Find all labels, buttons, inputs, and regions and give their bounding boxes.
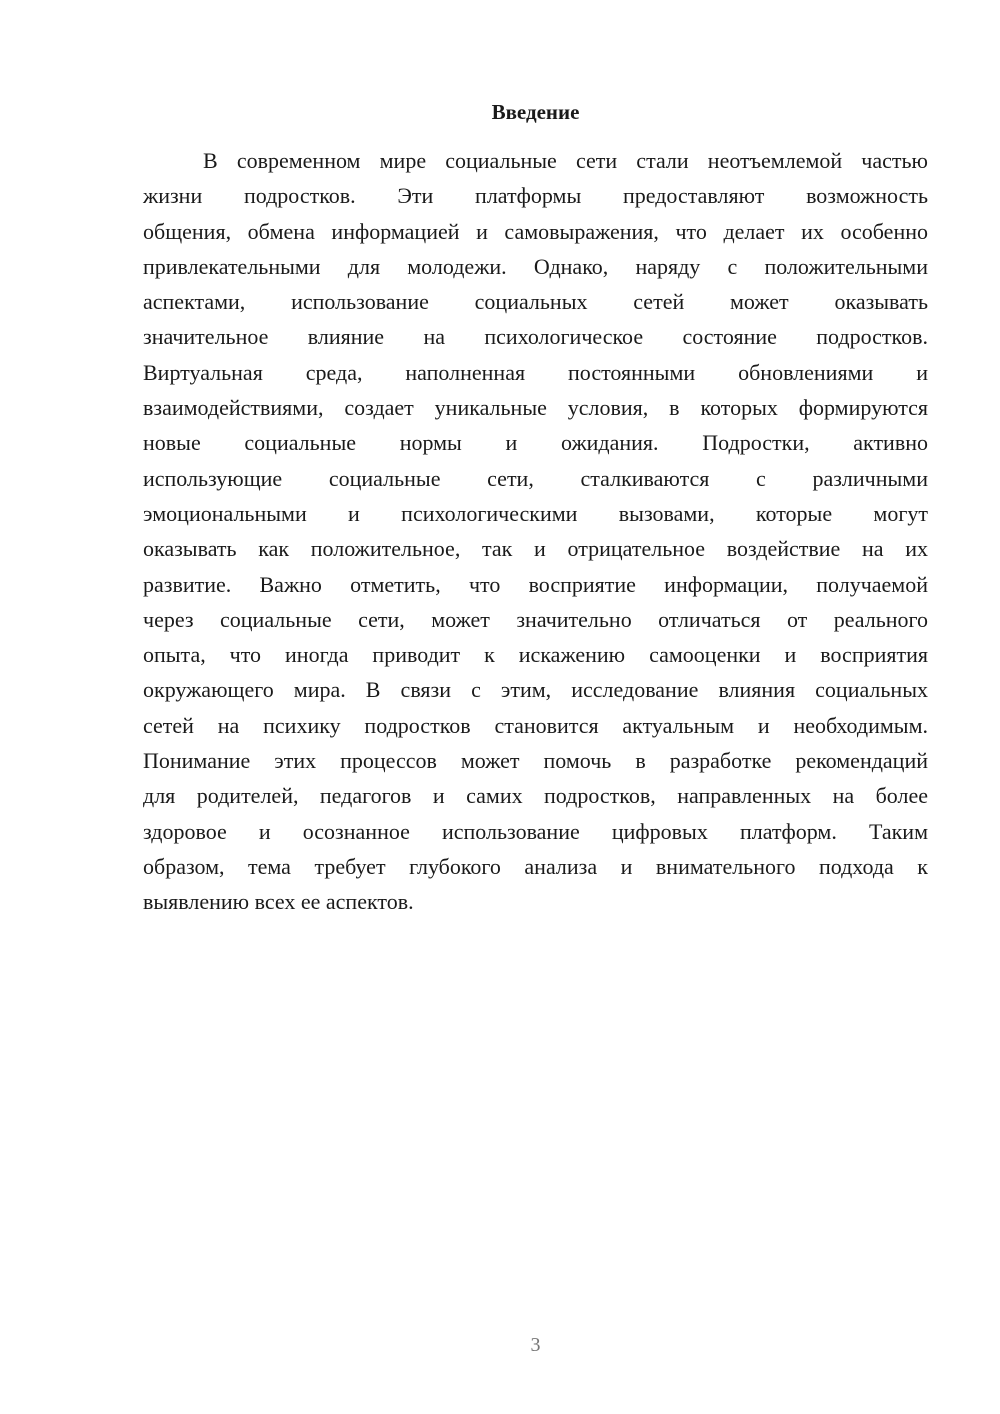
paragraph-line: через социальные сети, может значительно отличаться от реального (143, 606, 928, 632)
paragraph-line: опыта, что иногда приводит к искажению самооценки и восприятия (143, 642, 928, 668)
paragraph-line: Виртуальная среда, наполненная постоянными обновлениями и (143, 359, 928, 385)
paragraph-line: новые социальные нормы и ожидания. Подростки, активно (143, 430, 928, 456)
paragraph-line: оказывать как положительное, так и отрицательное воздействие на их (143, 536, 928, 562)
paragraph-line: для родителей, педагогов и самих подростков, направленных на более (143, 783, 928, 809)
paragraph-line: Понимание этих процессов может помочь в разработке рекомендаций (143, 748, 928, 774)
intro-paragraph (143, 143, 928, 920)
paragraph-line: общения, обмена информацией и самовыражения, что делает их особенно (143, 218, 928, 244)
paragraph-line: эмоциональными и психологическими вызовами, которые могут (143, 500, 928, 526)
paragraph-line: жизни подростков. Эти платформы предоставляют возможность (143, 183, 928, 209)
section-title: Введение (491, 100, 580, 124)
paragraph-line: взаимодействиями, создает уникальные условия, в которых формируются (143, 395, 928, 421)
page-number: 3 (530, 1334, 541, 1356)
paragraph-line: развитие. Важно отметить, что восприятие информации, получаемой (143, 571, 928, 597)
paragraph-line: значительное влияние на психологическое состояние подростков. (143, 324, 928, 350)
paragraph-line: выявлению всех ее аспектов. (143, 889, 414, 915)
paragraph-line: аспектами, использование социальных сетей может оказывать (143, 289, 928, 315)
paragraph-line: В современном мире социальные сети стали неотъемлемой частью (203, 148, 928, 173)
paragraph-line: использующие социальные сети, сталкиваются с различными (143, 465, 928, 491)
paragraph-line: привлекательными для молодежи. Однако, наряду с положительными (143, 253, 928, 279)
paragraph-line: сетей на психику подростков становится актуальным и необходимым. (143, 712, 928, 738)
paragraph-line: образом, тема требует глубокого анализа и внимательного подхода к (143, 853, 928, 879)
paragraph-line: здоровое и осознанное использование цифровых платформ. Таким (143, 818, 928, 844)
paragraph-line: окружающего мира. В связи с этим, исследование влияния социальных (143, 677, 928, 703)
